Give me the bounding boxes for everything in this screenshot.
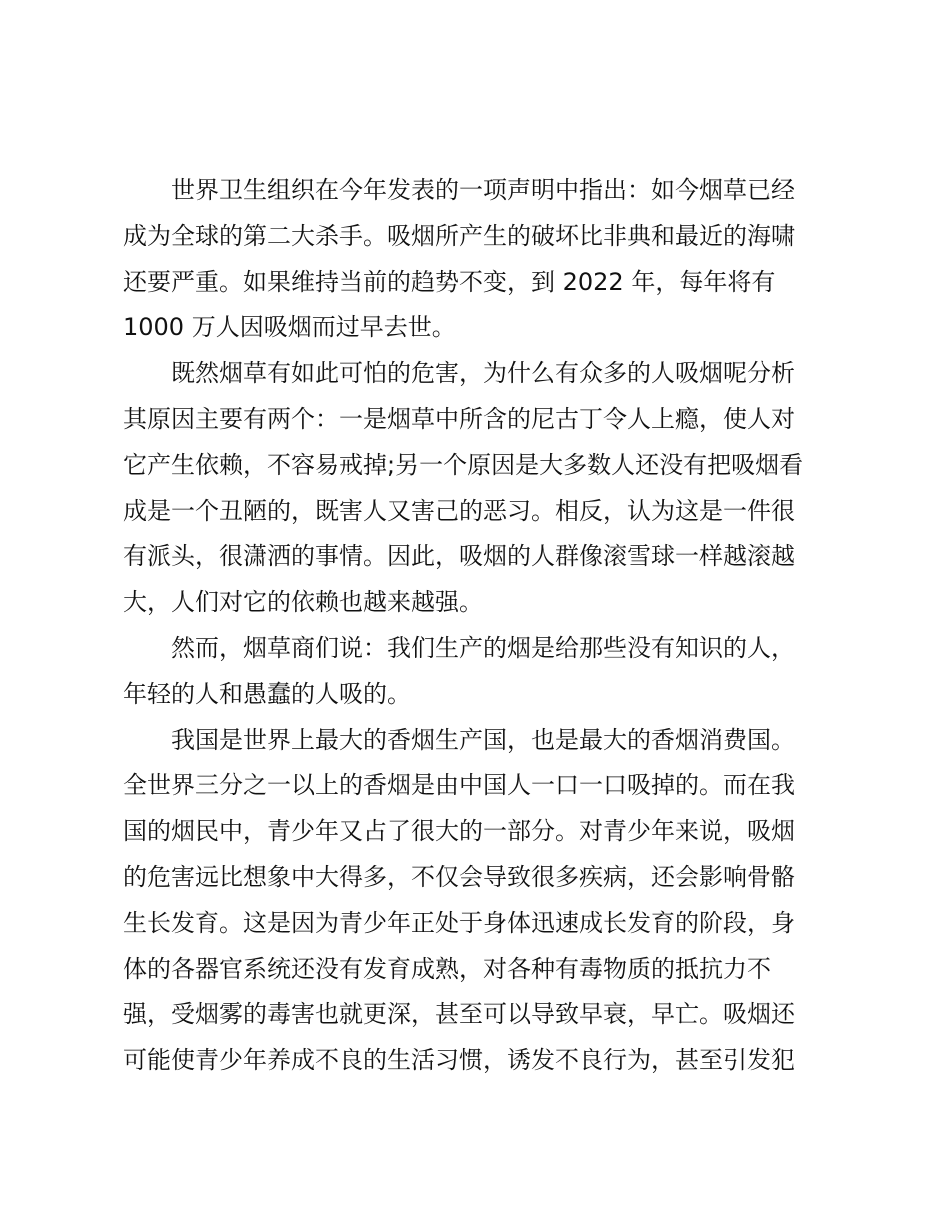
text-line: 其原因主要有两个：一是烟草中所含的尼古丁令人上瘾，使人对	[123, 404, 795, 433]
text-line: 全世界三分之一以上的香烟是由中国人一口一口吸掉的。而在我	[123, 771, 795, 800]
text-line: 大，人们对它的依赖也越来越强。	[123, 588, 483, 617]
text-line: 国的烟民中，青少年又占了很大的一部分。对青少年来说，吸烟	[123, 817, 795, 846]
text-line: 年轻的人和愚蠢的人吸的。	[123, 679, 411, 708]
document-body	[123, 168, 835, 1084]
paragraph-tobacco-merchants	[123, 626, 835, 718]
text-line: 生长发育。这是因为青少年正处于身体迅速成长发育的阶段，身	[123, 908, 795, 937]
text-line: 体的各器官系统还没有发育成熟，对各种有毒物质的抵抗力不	[123, 954, 771, 983]
paragraph-china-youth	[123, 718, 835, 1084]
text-line: 我国是世界上最大的香烟生产国，也是最大的香烟消费国。	[171, 725, 795, 754]
text-line: 既然烟草有如此可怕的危害，为什么有众多的人吸烟呢分析	[171, 359, 795, 388]
text-line: 的危害远比想象中大得多，不仅会导致很多疾病，还会影响骨骼	[123, 862, 795, 891]
text-line: 成是一个丑陋的，既害人又害己的恶习。相反，认为这是一件很	[123, 496, 795, 525]
text-line: 有派头，很潇洒的事情。因此，吸烟的人群像滚雪球一样越滚越	[123, 542, 795, 571]
text-line: 可能使青少年养成不良的生活习惯，诱发不良行为，甚至引发犯	[123, 1046, 795, 1075]
text-line: 还要严重。如果维持当前的趋势不变，到 2022 年，每年将有	[123, 267, 776, 296]
text-line: 然而，烟草商们说：我们生产的烟是给那些没有知识的人，	[171, 633, 795, 662]
paragraph-reasons	[123, 351, 835, 626]
text-line: 成为全球的第二大杀手。吸烟所产生的破坏比非典和最近的海啸	[123, 221, 795, 250]
text-line: 它产生依赖，不容易戒掉;另一个原因是大多数人还没有把吸烟看	[123, 450, 804, 479]
text-line: 强，受烟雾的毒害也就更深，甚至可以导致早衰，早亡。吸烟还	[123, 1000, 795, 1029]
text-line: 世界卫生组织在今年发表的一项声明中指出：如今烟草已经	[171, 176, 795, 204]
paragraph-who-statement	[123, 168, 835, 351]
text-line: 1000 万人因吸烟而过早去世。	[123, 313, 456, 342]
